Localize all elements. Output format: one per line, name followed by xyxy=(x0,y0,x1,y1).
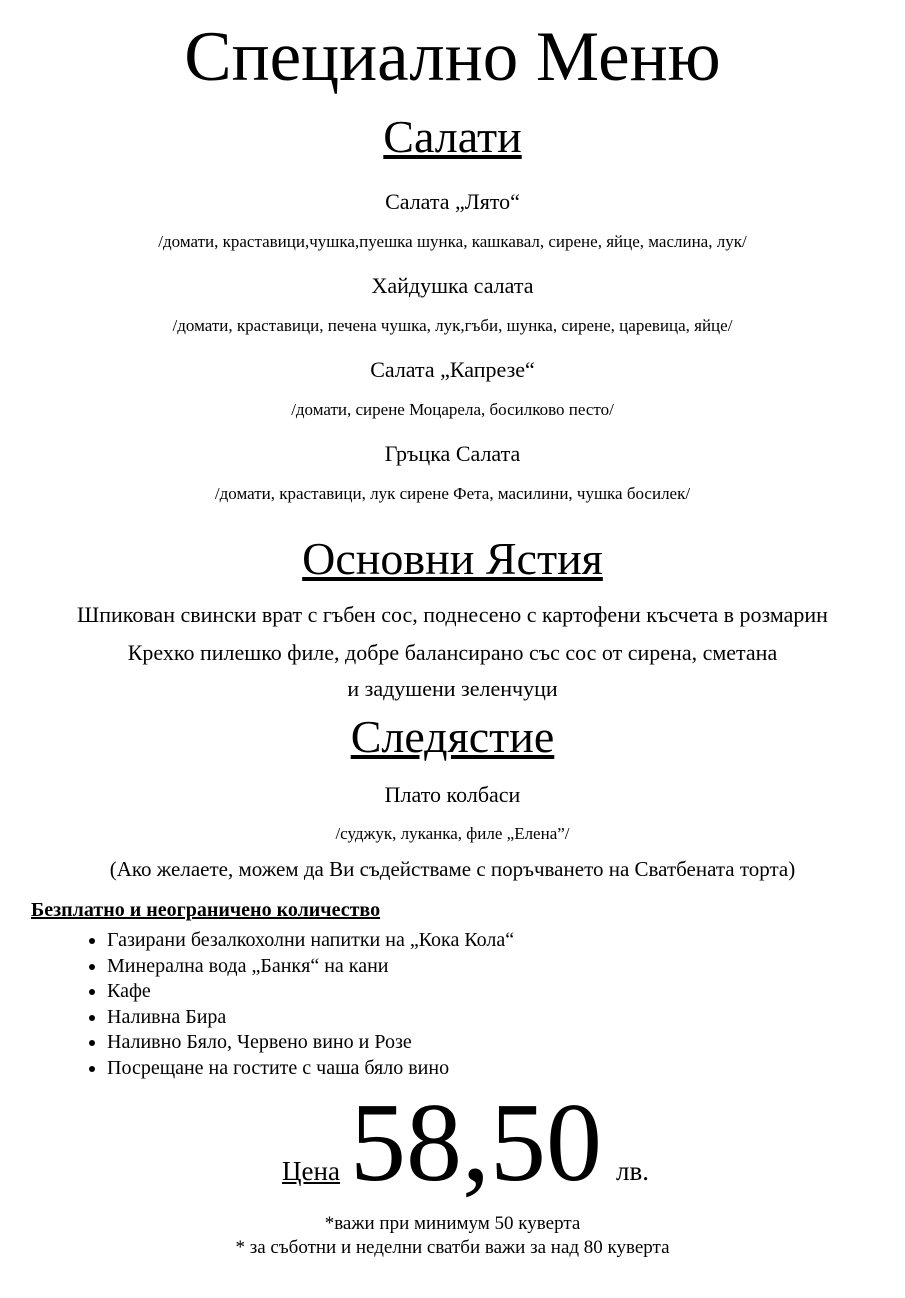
menu-item-ingredients: /домати, сирене Моцарела, босилково песто/ xyxy=(291,400,614,419)
complimentary-item: • Наливно Бяло, Червено вино и Розе xyxy=(107,1030,905,1056)
complimentary-item: • Посрещане на гостите с чаша бяло вино xyxy=(107,1056,905,1082)
mains-line: Шпикован свински врат с гъбен сос, поднесено с картофени късчета в розмарин xyxy=(77,602,828,627)
menu-item-name: Салата „Капрезе“ xyxy=(370,357,535,382)
price-row xyxy=(13,1081,905,1205)
menu-title: Специално Меню xyxy=(184,18,721,96)
menu-item-ingredients: /домати, краставици, лук сирене Фета, масилини, чушка босилек/ xyxy=(214,484,691,503)
price-amount: 58,50 xyxy=(349,1081,602,1205)
complimentary-item: • Кафе xyxy=(107,979,905,1005)
complimentary-list xyxy=(0,928,905,1081)
menu-item-name: Хайдушка салата xyxy=(371,273,534,298)
price-currency: лв. xyxy=(615,1156,649,1186)
mains-line: и задушени зеленчуци xyxy=(347,676,558,701)
menu-item-name: Плато колбаси xyxy=(384,782,521,807)
menu-item-name: Салата „Лято“ xyxy=(385,189,520,214)
mains-line: Крехко пилешко филе, добре балансирано със сос от сирена, сметана xyxy=(127,640,778,665)
section-heading-dessert: Следястие xyxy=(350,711,555,762)
menu-item-ingredients: /домати, краставици,чушка,пуешка шунка, кашкавал, сирене, яйце, маслина, лук/ xyxy=(158,232,747,251)
dessert-note: (Ако желаете, можем да Ви съдействаме с поръчването на Сватбената торта) xyxy=(109,857,796,881)
complimentary-item: • Наливна Бира xyxy=(107,1005,905,1031)
price-label: Цена xyxy=(282,1156,340,1186)
section-heading-mains: Основни Ястия xyxy=(302,533,603,584)
section-heading-salads: Салати xyxy=(383,111,522,162)
footnote: *важи при минимум 50 куверта xyxy=(324,1213,581,1234)
footnote: * за съботни и неделни сватби важи за над 80 куверта xyxy=(235,1237,670,1258)
complimentary-item: • Минерална вода „Банкя“ на кани xyxy=(107,954,905,980)
menu-item-name: Гръцка Салата xyxy=(384,441,521,466)
menu-item-ingredients: /суджук, луканка, филе „Елена”/ xyxy=(335,824,570,843)
menu-item-ingredients: /домати, краставици, печена чушка, лук,гъби, шунка, сирене, царевица, яйце/ xyxy=(172,316,733,335)
complimentary-item: • Газирани безалкохолни напитки на „Кока Кола“ xyxy=(107,928,905,954)
complimentary-heading: Безплатно и неограничено количество xyxy=(31,899,381,921)
